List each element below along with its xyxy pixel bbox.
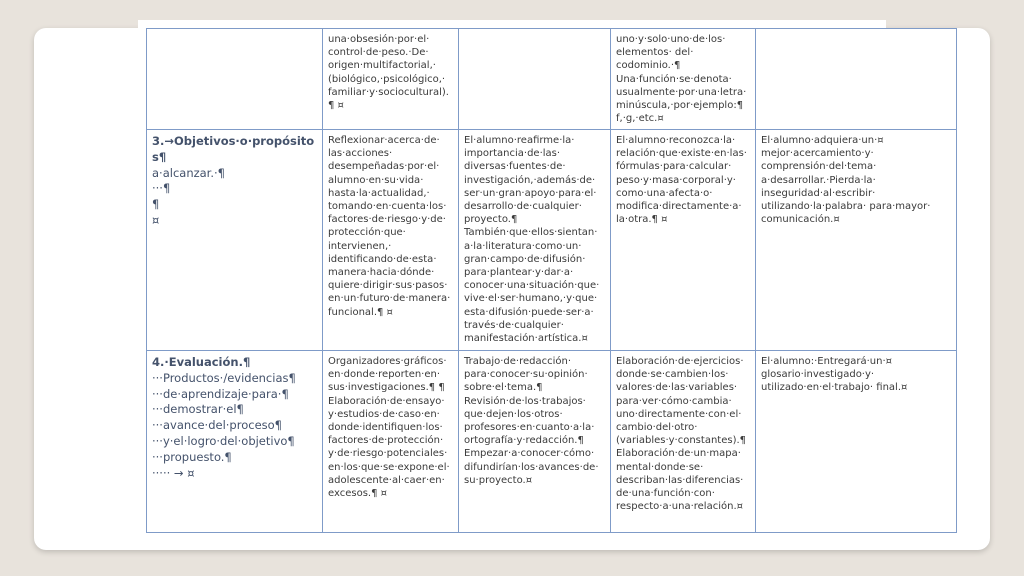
table-cell [323, 29, 459, 130]
cell-text: El·alumno·reconozca·la· relación·que·existe·en·las· fórmulas·para·calcular· peso·y·masa·corporal·y· como·una·afecta·o· modifica·directamente·a· la·otra.¶ ¤ [616, 135, 747, 226]
table-cell [323, 130, 459, 351]
table-row-continuation [147, 29, 957, 130]
table-row-objectives [147, 130, 957, 351]
table-cell [756, 29, 957, 130]
row-heading-title: 4.·Evaluación.¶ [152, 355, 251, 369]
cell-text: Trabajo·de·redacción· para·conocer·su·opinión· sobre·el·tema.¶ Revisión·de·los·trabajos· que·dejen·los·otros· profesores·en·cuanto·a·la· ortografía·y·redacción.¶ Empezar·a·conocer·cómo· difundirían·los·avances·de· su·proyecto.¤ [464, 356, 599, 486]
table-cell [756, 130, 957, 351]
cell-text: uno·y·solo·uno·de·los· elementos· del· codominio.·¶ Una·función·se·denota· usualmente·por·una·letra· minúscula,·por·ejemplo:¶ f,·g,·etc.¤ [616, 34, 747, 125]
cell-text: Elaboración·de·ejercicios· donde·se·cambien·los· valores·de·las·variables· para·ver·cómo·cambia· uno·directamente·con·el· cambio·del·otro· (variables·y·constantes).¶ Elaboración·de·un·mapa· mental·donde·se· describan·las·diferencias· de·una·función·con· respecto·a·una·relación.¤ [616, 356, 747, 513]
row-heading-cell [147, 29, 323, 130]
table-row-evaluation [147, 351, 957, 533]
planning-table [146, 28, 957, 533]
cell-text: El·alumno·reafirme·la· importancia·de·las· diversas·fuentes·de· investigación,·además·de· ser·un·gran·apoyo·para·el· desarrollo·de·cualquier· proyecto.¶ También·que·ellos·sientan· a·la·literatura·como·un· gran·campo·de·difusión· para·plantear·y·dar·a· conocer·una·situación·que· vive·el·ser·humano,·y·que· esta·difusión·puede·ser·a· través·de·cualquier· manifestación·artística.¤ [464, 135, 600, 345]
table-cell [459, 29, 611, 130]
cell-text: Organizadores·gráficos· en·donde·reporten·en· sus·investigaciones.¶ ¶ Elaboración·de·ensayo· y·estudios·de·caso·en· donde·identifiquen·los· factores·de·protección· y·de·riesgo·potenciales· en·los·que·se·expone·el· adolescente·al·caer·en· excesos.¶ ¤ [328, 356, 450, 500]
row-heading-cell [147, 351, 323, 533]
table-cell [459, 130, 611, 351]
document-page [138, 20, 931, 540]
row-heading-cell [147, 130, 323, 351]
cell-text: Reflexionar·acerca·de· las·acciones· desempeñadas·por·el· alumno·en·su·vida· hasta·la·actualidad,· tomando·en·cuenta·los· factores·de·riesgo·y·de· protección·que· intervienen,· identificando·de·esta· manera·hacia·dónde· quiere·dirigir·sus·pasos· en·un·futuro·de·manera· funcional.¶ ¤ [328, 135, 451, 318]
table-cell [611, 29, 756, 130]
table-cell [611, 130, 756, 351]
table-cell [323, 351, 459, 533]
row-heading-title: 3.→Objetivos·o·propósitos¶ [152, 134, 315, 164]
row-heading-rest: ···Productos·/evidencias¶ ···de·aprendizaje·para·¶ ···demostrar·el¶ ···avance·del·proceso¶ ···y·el·logro·del·objetivo¶ ···propuesto.¶ ····· → ¤ [152, 370, 296, 480]
table-cell [459, 351, 611, 533]
cell-text: una·obsesión·por·el· control·de·peso.·De· origen·multifactorial,· (biológico,·psicológico,· familiar·y·sociocultural).¶ ¤ [328, 34, 449, 112]
cell-text: El·alumno·adquiera·un·¤ mejor·acercamiento·y· comprensión·del·tema· a·desarrollar.·Pierda·la· inseguridad·al·escribir· utilizando·la·palabra· para·mayor· comunicación.¤ [761, 135, 931, 226]
cell-text: El·alumno:·Entregará·un·¤ glosario·investigado·y· utilizado·en·el·trabajo· final.¤ [761, 356, 908, 394]
table-cell [756, 351, 957, 533]
table-cell [611, 351, 756, 533]
row-heading-rest: a·alcanzar.·¶ ···¶ ¶ ¤ [152, 165, 225, 227]
